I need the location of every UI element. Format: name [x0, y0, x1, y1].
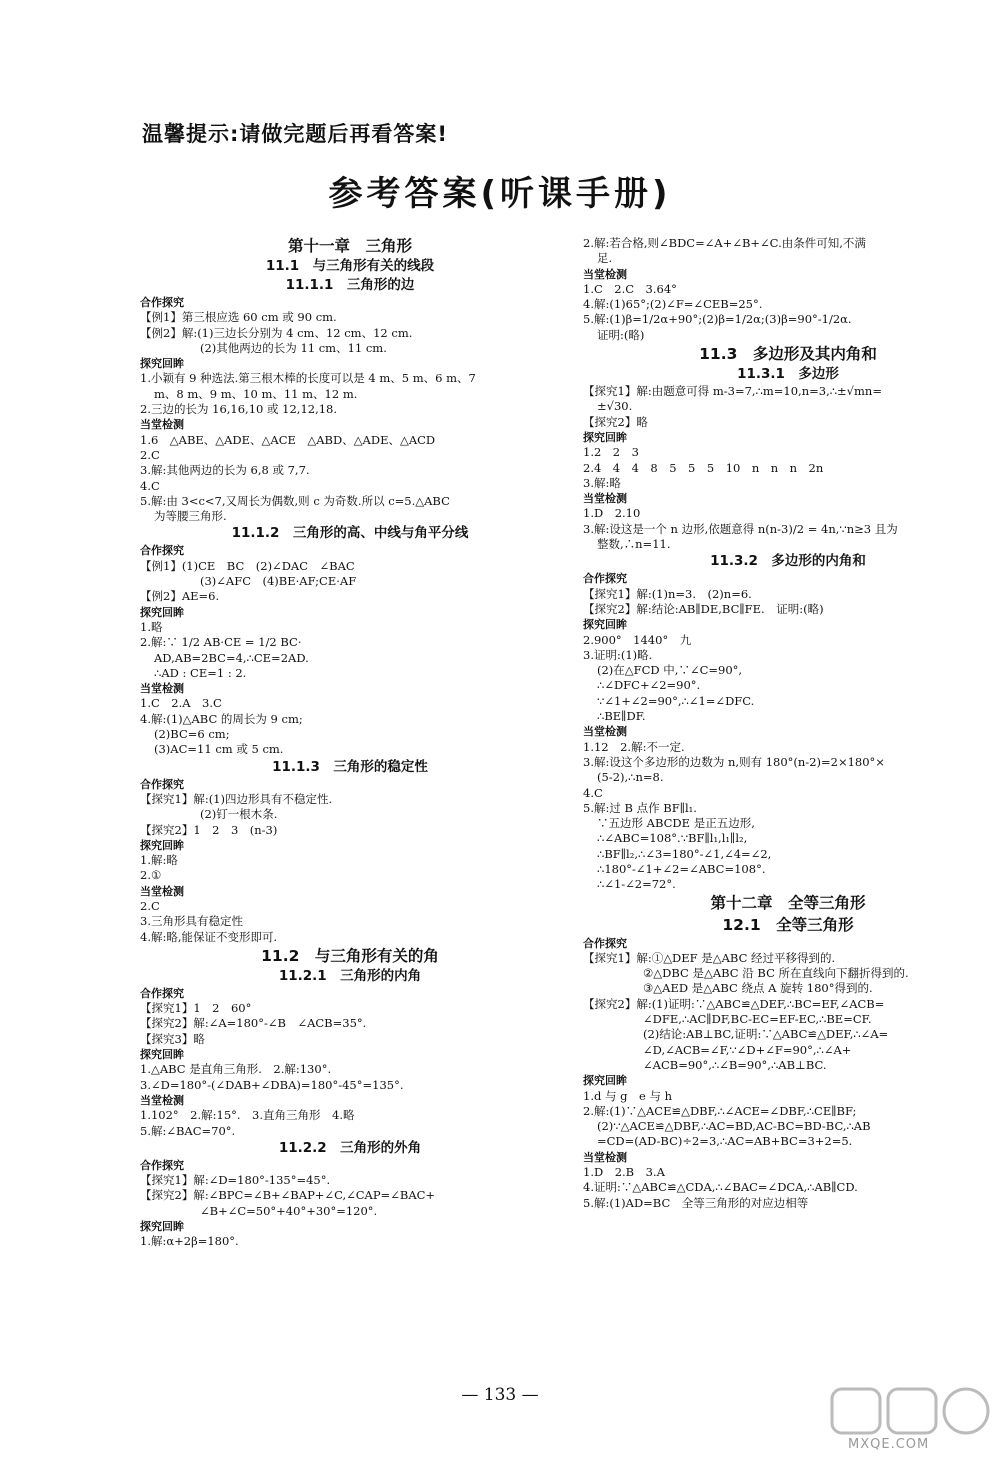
answer-line: 3.解:略	[583, 475, 621, 490]
answer-line: 2.解:(1)∵△ACE≌△DBF,∴∠ACE=∠DBF,∴CE∥BF;	[583, 1103, 857, 1118]
answer-line: 1.C 2.C 3.64°	[583, 281, 677, 296]
answer-line: 【探究1】1 2 60°	[140, 1001, 252, 1016]
subsection-label: 探究回眸	[140, 838, 184, 852]
section-heading: 11.3.2 多边形的内角和	[710, 553, 866, 570]
subsection-label: 合作探究	[140, 544, 184, 558]
answer-line: 4.C	[140, 478, 160, 493]
answer-line: 2.4 4 4 8 5 5 5 10 n n n 2n	[583, 460, 824, 475]
section-heading: 11.3 多边形及其内角和	[699, 345, 877, 364]
answer-line: 1.解:略	[140, 853, 178, 868]
watermark-text: MXQE.COM	[848, 1437, 930, 1452]
answer-line: 3.解:设这个多边形的边数为 n,则有 180°(n-2)=2×180°×	[583, 754, 885, 769]
page-title: 参考答案(听课手册)	[328, 174, 672, 214]
answer-line: ∴180°-∠1+∠2=∠ABC=108°.	[597, 861, 766, 876]
answer-line: 4.C	[583, 785, 603, 800]
answer-line: 2.C	[140, 447, 160, 462]
answer-line: 5.解:∠BAC=70°.	[140, 1123, 236, 1138]
subsection-label: 合作探究	[583, 572, 627, 586]
right-column	[583, 236, 993, 1211]
answer-line: AD,AB=2BC=4,∴CE=2AD.	[154, 650, 309, 665]
answer-line: ∵∠1+∠2=90°,∴∠1=∠DFC.	[597, 693, 755, 708]
answer-line: 4.解:(1)65°;(2)∠F=∠CEB=25°.	[583, 297, 763, 312]
answer-line: 3.解:设这是一个 n 边形,依题意得 n(n-3)/2 = 4n,∵n≥3 且为	[583, 521, 898, 536]
reminder-note: 温馨提示:请做完题后再看答案!	[142, 122, 448, 146]
answer-line: 【探究1】解:(1)四边形具有不稳定性.	[140, 791, 333, 806]
answer-line: 2.①	[140, 868, 162, 883]
answer-line: 【例1】第三根应选 60 cm 或 90 cm.	[140, 310, 337, 325]
answer-line: 1.C 2.A 3.C	[140, 696, 222, 711]
section-heading: 11.1.2 三角形的高、中线与角平分线	[231, 525, 469, 542]
answer-line: 【探究2】解:∠BPC=∠B+∠BAP+∠C,∠CAP=∠BAC+	[140, 1188, 436, 1203]
subsection-label: 当堂检测	[140, 418, 184, 432]
answer-line: (2)结论:AB⊥BC,证明:∵△ABC≌△DEF,∴∠A=	[643, 1027, 889, 1042]
answer-line: 1.6 △ABE、△ADE、△ACE △ABD、△ADE、△ACD	[140, 432, 436, 447]
answer-line: 4.解:(1)△ABC 的周长为 9 cm;	[140, 711, 303, 726]
answer-line: ∵五边形 ABCDE 是正五边形,	[597, 816, 755, 831]
answer-line: ∴BE∥DF.	[597, 709, 646, 724]
answer-line: 证明:(略)	[597, 327, 645, 342]
subsection-label: 探究回眸	[140, 357, 184, 371]
subsection-label: 当堂检测	[140, 682, 184, 696]
answer-line: (2)在△FCD 中,∵∠C=90°,	[597, 663, 743, 678]
subsection-label: 探究回眸	[140, 1220, 184, 1234]
subsection-label: 当堂检测	[140, 1093, 184, 1107]
answer-line: 【探究1】解:①△DEF 是△ABC 经过平移得到的.	[583, 950, 836, 965]
answer-line: 4.证明:∵△ABC≌△CDA,∴∠BAC=∠DCA,∴AB∥CD.	[583, 1180, 858, 1195]
answer-line: 1.解:α+2β=180°.	[140, 1234, 239, 1249]
answer-line: 【探究2】略	[583, 414, 648, 429]
subsection-label: 合作探究	[583, 936, 627, 950]
chapter-heading: 第十二章 全等三角形	[710, 893, 866, 912]
section-heading: 11.2.2 三角形的外角	[278, 1139, 422, 1156]
answer-line: 3.∠D=180°-(∠DAB+∠DBA)=180°-45°=135°.	[140, 1077, 404, 1092]
answer-line: ∠DFE,∴AC∥DF,BC-EC=EF-EC,∴BE=CF.	[643, 1012, 872, 1027]
subsection-label: 探究回眸	[583, 1074, 627, 1088]
answer-line: 【例2】解:(1)三边长分别为 4 cm、12 cm、12 cm.	[140, 325, 413, 340]
answer-line: 5.解:(1)β=1/2α+90°;(2)β=1/2α;(3)β=90°-1/2α.	[583, 312, 852, 327]
answer-line: (2)其他两边的长为 11 cm、11 cm.	[200, 340, 387, 355]
answer-line: 【探究2】解:结论:AB∥DE,BC∥FE. 证明:(略)	[583, 601, 824, 616]
subsection-label: 探究回眸	[583, 618, 627, 632]
section-heading: 11.2 与三角形有关的角	[261, 946, 439, 965]
answer-line: 3.三角形具有稳定性	[140, 914, 243, 929]
answer-line: 5.解:(1)AD=BC 全等三角形的对应边相等	[583, 1195, 809, 1210]
answer-line: 3.解:其他两边的长为 6,8 或 7,7.	[140, 463, 310, 478]
subsection-label: 当堂检测	[583, 725, 627, 739]
answer-line: ∴AD : CE=1 : 2.	[154, 665, 247, 680]
answer-line: 1.D 2.B 3.A	[583, 1165, 665, 1180]
answer-line: =CD=(AD-BC)÷2=3,∴AC=AB+BC=3+2=5.	[597, 1134, 853, 1149]
answer-line: ∠ACB=90°,∴∠B=90°,∴AB⊥BC.	[643, 1057, 827, 1072]
answer-line: 5.解:过 B 点作 BF∥l₁.	[583, 800, 697, 815]
subsection-label: 探究回眸	[140, 1048, 184, 1062]
subsection-label: 当堂检测	[140, 884, 184, 898]
answer-line: 【例2】AE=6.	[140, 589, 220, 604]
answer-line: ③△AED 是△ABC 绕点 A 旋转 180°得到的.	[643, 981, 873, 996]
answer-line: 1.D 2.10	[583, 506, 641, 521]
subsection-label: 合作探究	[140, 1158, 184, 1172]
subsection-label: 探究回眸	[140, 605, 184, 619]
answer-line: 5.解:由 3<c<7,又周长为偶数,则 c 为奇数.所以 c=5.△ABC	[140, 493, 450, 508]
answer-line: 足.	[597, 251, 613, 266]
answer-line: 【探究1】解:由题意可得 m-3=7,∴m=10,n=3,∴±√mn=	[583, 384, 882, 399]
answer-line: 【探究1】解:∠D=180°-135°=45°.	[140, 1173, 331, 1188]
left-column	[140, 236, 560, 1250]
answer-line: 【例1】(1)CE BC (2)∠DAC ∠BAC	[140, 558, 355, 573]
chapter-heading: 第十一章 三角形	[287, 237, 412, 255]
answer-line: 2.解:∵ 1/2 AB·CE = 1/2 BC·	[140, 635, 302, 650]
section-heading: 11.1.1 三角形的边	[285, 277, 415, 293]
answer-line: ②△DBC 是△ABC 沿 BC 所在直线向下翻折得到的.	[643, 966, 909, 981]
answer-line: 【探究2】解:(1)证明:∵△ABC≌△DEF,∴BC=EF,∠ACB=	[583, 996, 885, 1011]
answer-line: ∠B+∠C=50°+40°+30°=120°.	[200, 1203, 378, 1218]
answer-line: 4.解:略,能保证不变形即可.	[140, 929, 278, 944]
answer-line: ±√30.	[597, 399, 633, 414]
answer-line: 【探究2】解:∠A=180°-∠B ∠ACB=35°.	[140, 1016, 367, 1031]
answer-line: m、8 m、9 m、10 m、11 m、12 m.	[154, 386, 358, 401]
answer-line: 1.12 2.解:不一定.	[583, 739, 685, 754]
answer-line: (5-2),∴n=8.	[597, 770, 664, 785]
section-heading: 11.3.1 多边形	[737, 366, 839, 383]
subsection-label: 探究回眸	[583, 430, 627, 444]
section-heading: 12.1 全等三角形	[722, 915, 854, 934]
answer-line: 1.略	[140, 619, 163, 634]
answer-line: 2.三边的长为 16,16,10 或 12,12,18.	[140, 402, 338, 417]
subsection-label: 当堂检测	[583, 492, 627, 506]
subsection-label: 当堂检测	[583, 267, 627, 281]
answer-line: 整数,∴n=11.	[597, 537, 671, 552]
answer-line: 3.证明:(1)略.	[583, 647, 653, 662]
answer-line: ∴∠ABC=108°.∵BF∥l₁,l₁∥l₂,	[597, 831, 748, 846]
subsection-label: 合作探究	[140, 777, 184, 791]
answer-line: (2)BC=6 cm;	[154, 727, 230, 742]
answer-line: ∴BF∥l₂,∴∠3=180°-∠1,∠4=∠2,	[597, 846, 772, 861]
answer-line: (2)∵△ACE≌△DBF,∴AC=BD,AC-BC=BD-BC,∴AB	[597, 1119, 871, 1134]
answer-line: (2)钉一根木条.	[200, 807, 278, 822]
answer-line: 为等腰三角形.	[154, 509, 227, 524]
answer-line: 【探究3】略	[140, 1031, 205, 1046]
answer-line: ∴∠1-∠2=72°.	[597, 877, 676, 892]
answer-line: 2.900° 1440° 九	[583, 632, 692, 647]
section-heading: 11.1.3 三角形的稳定性	[272, 758, 428, 775]
answer-line: (3)∠AFC (4)BE·AF;CE·AF	[200, 574, 357, 589]
answer-line: 2.解:若合格,则∠BDC=∠A+∠B+∠C.由条件可知,不满	[583, 236, 866, 250]
answer-line: ∴∠DFC+∠2=90°.	[597, 678, 701, 693]
answer-line: (3)AC=11 cm 或 5 cm.	[154, 742, 284, 757]
subsection-label: 当堂检测	[583, 1150, 627, 1164]
answer-line: 1.△ABC 是直角三角形. 2.解:130°.	[140, 1062, 332, 1077]
section-heading: 11.2.1 三角形的内角	[278, 967, 422, 984]
answer-line: 1.小颖有 9 种选法.第三根木棒的长度可以是 4 m、5 m、6 m、7	[140, 371, 476, 386]
subsection-label: 合作探究	[140, 296, 184, 309]
answer-line: 1.2 2 3	[583, 445, 639, 460]
section-heading: 11.1 与三角形有关的线段	[265, 258, 435, 274]
answer-line: 【探究1】解:(1)n=3. (2)n=6.	[583, 586, 752, 601]
answer-line: 1.102° 2.解:15°. 3.直角三角形 4.略	[140, 1108, 355, 1123]
answer-line: ∠D,∠ACB=∠F,∵∠D+∠F=90°,∴∠A+	[643, 1042, 852, 1057]
answer-line: 【探究2】1 2 3 (n-3)	[140, 822, 278, 837]
subsection-label: 合作探究	[140, 986, 184, 1000]
answer-line: 1.d 与 g e 与 h	[583, 1088, 673, 1103]
page-number: — 133 —	[461, 1385, 539, 1405]
answer-line: 2.C	[140, 898, 160, 913]
